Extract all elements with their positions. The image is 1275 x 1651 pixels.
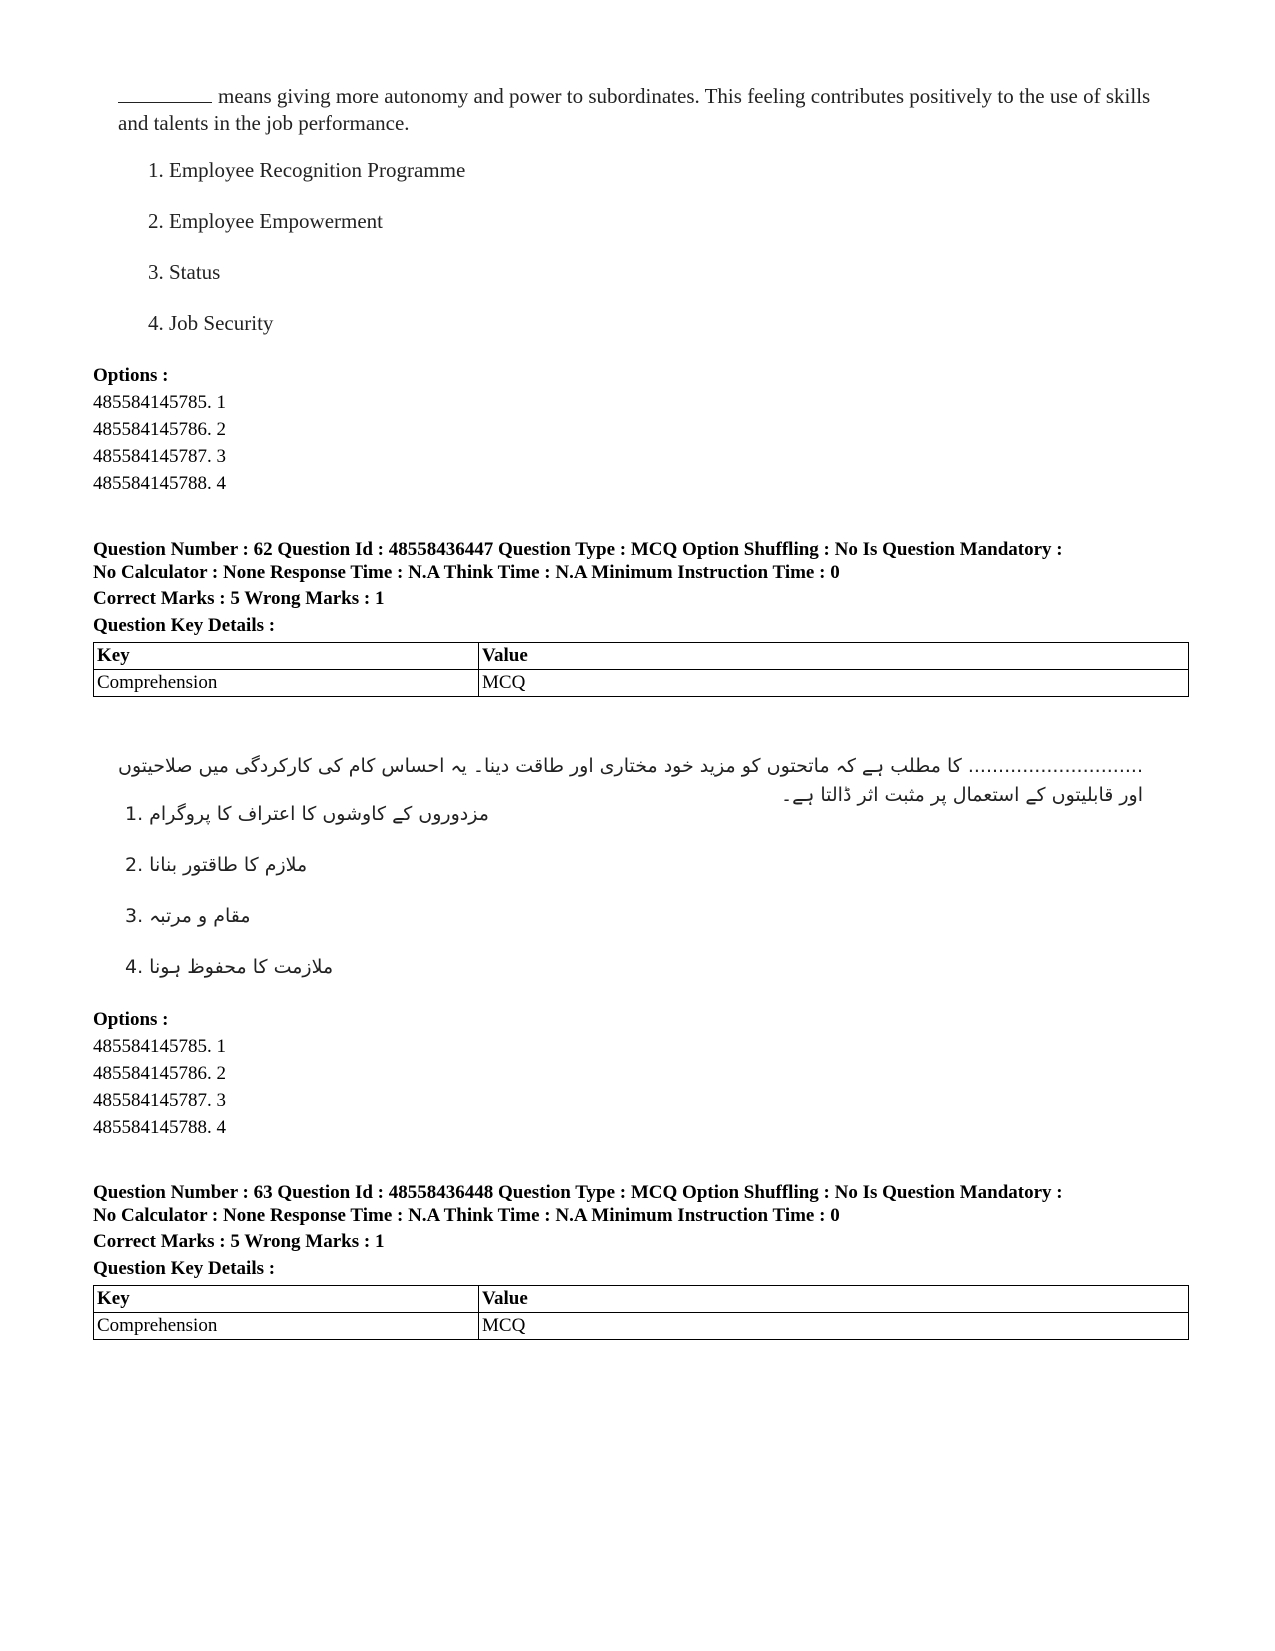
- choice-item: 4. Job Security: [148, 311, 274, 335]
- urdu-choice-item: ملازم کا طاقتور بنانا .2: [125, 854, 308, 876]
- urdu-question-text: ............................. کا مطلب ہے کہ ماتحتوں کو مزید خود مختاری اور طاقت دینا۔ یہ احساس کام کی کارکردگی میں صلاحیتوں اور قابلیتوں کے استعمال پر مثبت اثر ڈالتا ہے۔: [118, 755, 1143, 806]
- answer-blank: [118, 82, 212, 103]
- question-meta: [93, 1181, 1203, 1227]
- options-label: Options :: [93, 365, 169, 386]
- marks-line: Correct Marks : 5 Wrong Marks : 1: [93, 1231, 385, 1252]
- table-header-value: Value: [479, 1286, 1189, 1313]
- table-cell-key: Comprehension: [94, 670, 479, 697]
- table-cell-value: MCQ: [479, 670, 1189, 697]
- table-row: [94, 670, 1189, 697]
- urdu-choice-item: مزدوروں کے کاوشوں کا اعتراف کا پروگرام .1: [125, 803, 489, 825]
- table-header-key: Key: [94, 1286, 479, 1313]
- table-header-key: Key: [94, 643, 479, 670]
- option-id: 485584145788. 4: [93, 1117, 226, 1138]
- option-id: 485584145786. 2: [93, 1063, 226, 1084]
- question-meta: [93, 538, 1203, 584]
- option-id: 485584145787. 3: [93, 446, 226, 467]
- question-meta-line: No Calculator : None Response Time : N.A Think Time : N.A Minimum Instruction Time : 0: [93, 562, 840, 583]
- table-header-value: Value: [479, 643, 1189, 670]
- question-meta-line: Question Number : 62 Question Id : 48558436447 Question Type : MCQ Option Shuffling : No Is Question Mandatory :: [93, 539, 1063, 560]
- key-details-table: [93, 642, 1189, 697]
- table-cell-value: MCQ: [479, 1313, 1189, 1340]
- choice-item: 2. Employee Empowerment: [148, 209, 384, 233]
- table-cell-key: Comprehension: [94, 1313, 479, 1340]
- table-row: [94, 1313, 1189, 1340]
- option-id: 485584145787. 3: [93, 1090, 226, 1111]
- marks-line: Correct Marks : 5 Wrong Marks : 1: [93, 588, 385, 609]
- question-meta-line: No Calculator : None Response Time : N.A Think Time : N.A Minimum Instruction Time : 0: [93, 1205, 840, 1226]
- question-stem: means giving more autonomy and power to subordinates. This feeling contributes positively to the use of skills and talents in the job performance.: [118, 84, 1151, 135]
- option-id: 485584145785. 1: [93, 392, 226, 413]
- question-text: [118, 82, 1178, 137]
- option-id: 485584145788. 4: [93, 473, 226, 494]
- question-meta-line: Question Number : 63 Question Id : 48558436448 Question Type : MCQ Option Shuffling : No Is Question Mandatory :: [93, 1182, 1063, 1203]
- key-details-label: Question Key Details :: [93, 615, 276, 636]
- key-details-label: Question Key Details :: [93, 1258, 276, 1279]
- choice-item: 1. Employee Recognition Programme: [148, 158, 466, 182]
- key-details-table: [93, 1285, 1189, 1340]
- options-label: Options :: [93, 1009, 169, 1030]
- urdu-choice-item: ملازمت کا محفوظ ہونا .4: [125, 956, 334, 978]
- choice-item: 3. Status: [148, 260, 221, 284]
- option-id: 485584145786. 2: [93, 419, 226, 440]
- table-header-row: [94, 643, 1189, 670]
- table-header-row: [94, 1286, 1189, 1313]
- urdu-choice-item: مقام و مرتبہ .3: [125, 905, 251, 927]
- option-id: 485584145785. 1: [93, 1036, 226, 1057]
